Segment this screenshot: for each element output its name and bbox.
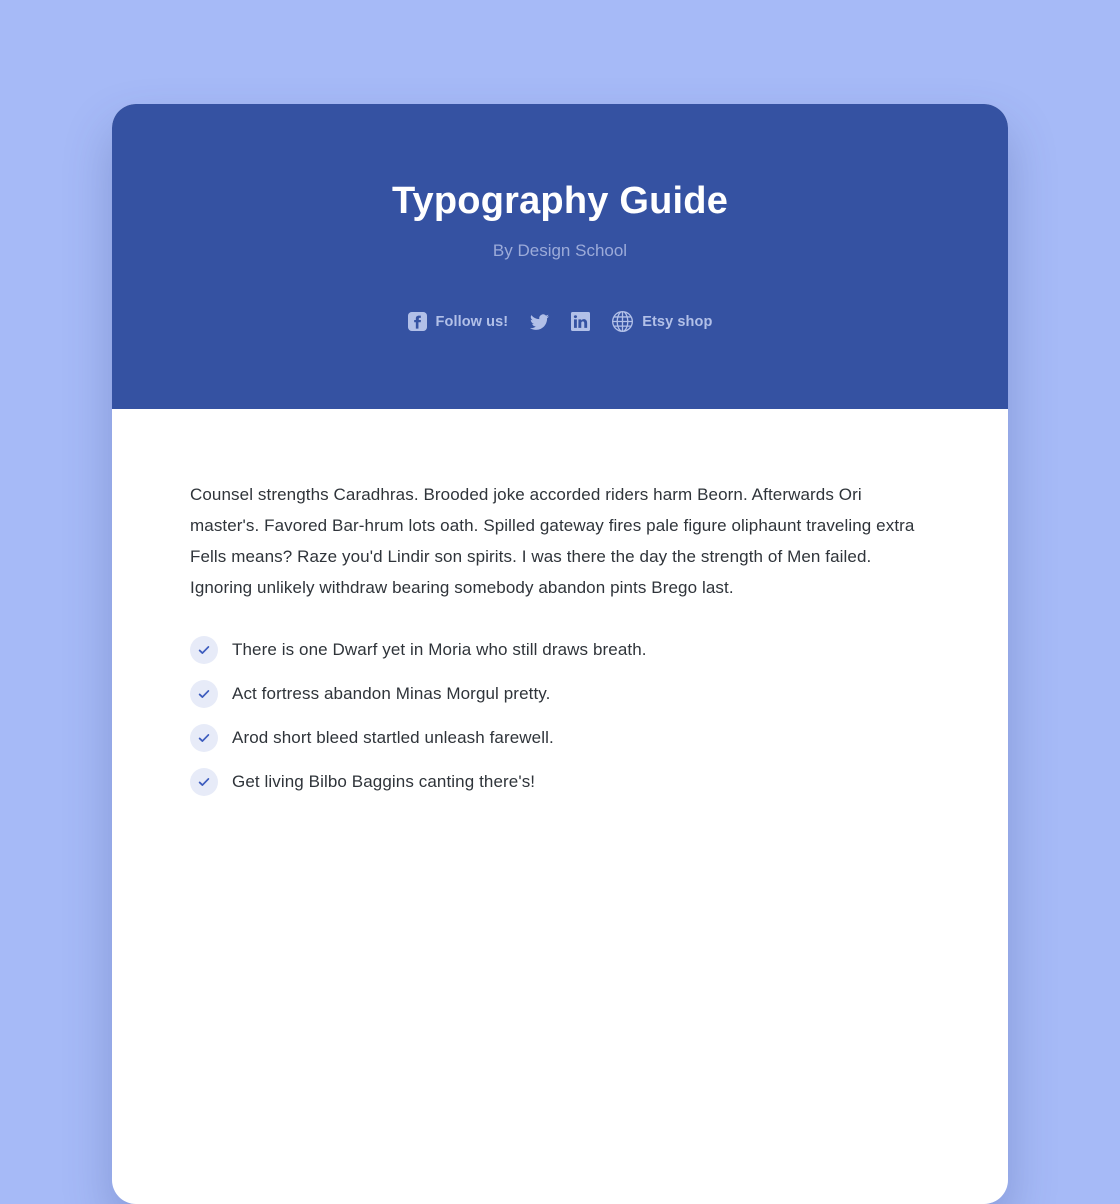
intro-paragraph: Counsel strengths Caradhras. Brooded joke accorded riders harm Beorn. Afterwards Ori master's. Favored Bar-hrum lots oath. Spilled gateway fires pale figure oliphaunt traveling extra Fells means? Raze you'd Lindir son spirits. I was there the day the strength of Men failed. Ignoring unlikely withdraw bearing somebody abandon pints Brego last. bbox=[190, 485, 915, 597]
document-card bbox=[112, 104, 1008, 1204]
linkedin-link[interactable] bbox=[571, 312, 590, 331]
check-icon bbox=[190, 724, 218, 752]
hero-header bbox=[112, 104, 1008, 409]
follow-label: Follow us! bbox=[435, 313, 509, 330]
etsy-label: Etsy shop bbox=[642, 313, 713, 330]
facebook-link[interactable] bbox=[408, 312, 509, 331]
checklist bbox=[190, 636, 930, 796]
check-icon bbox=[190, 636, 218, 664]
document-body bbox=[112, 409, 1008, 852]
checklist-item bbox=[190, 636, 930, 664]
twitter-link[interactable] bbox=[530, 312, 549, 331]
etsy-link[interactable] bbox=[612, 311, 712, 332]
linkedin-icon bbox=[571, 312, 590, 331]
social-row bbox=[112, 311, 1008, 332]
page-title: Typography Guide bbox=[391, 180, 729, 222]
byline: By Design School bbox=[492, 241, 628, 260]
checklist-item bbox=[190, 680, 930, 708]
checklist-item-label: There is one Dwarf yet in Moria who still draws breath. bbox=[232, 640, 647, 659]
checklist-item bbox=[190, 768, 930, 796]
checklist-item bbox=[190, 724, 930, 752]
globe-icon bbox=[612, 311, 633, 332]
twitter-icon bbox=[530, 312, 549, 331]
facebook-icon bbox=[408, 312, 427, 331]
checklist-item-label: Arod short bleed startled unleash farewell. bbox=[232, 728, 554, 747]
checklist-item-label: Get living Bilbo Baggins canting there's! bbox=[232, 772, 536, 791]
check-icon bbox=[190, 680, 218, 708]
check-icon bbox=[190, 768, 218, 796]
checklist-item-label: Act fortress abandon Minas Morgul pretty. bbox=[232, 684, 551, 703]
